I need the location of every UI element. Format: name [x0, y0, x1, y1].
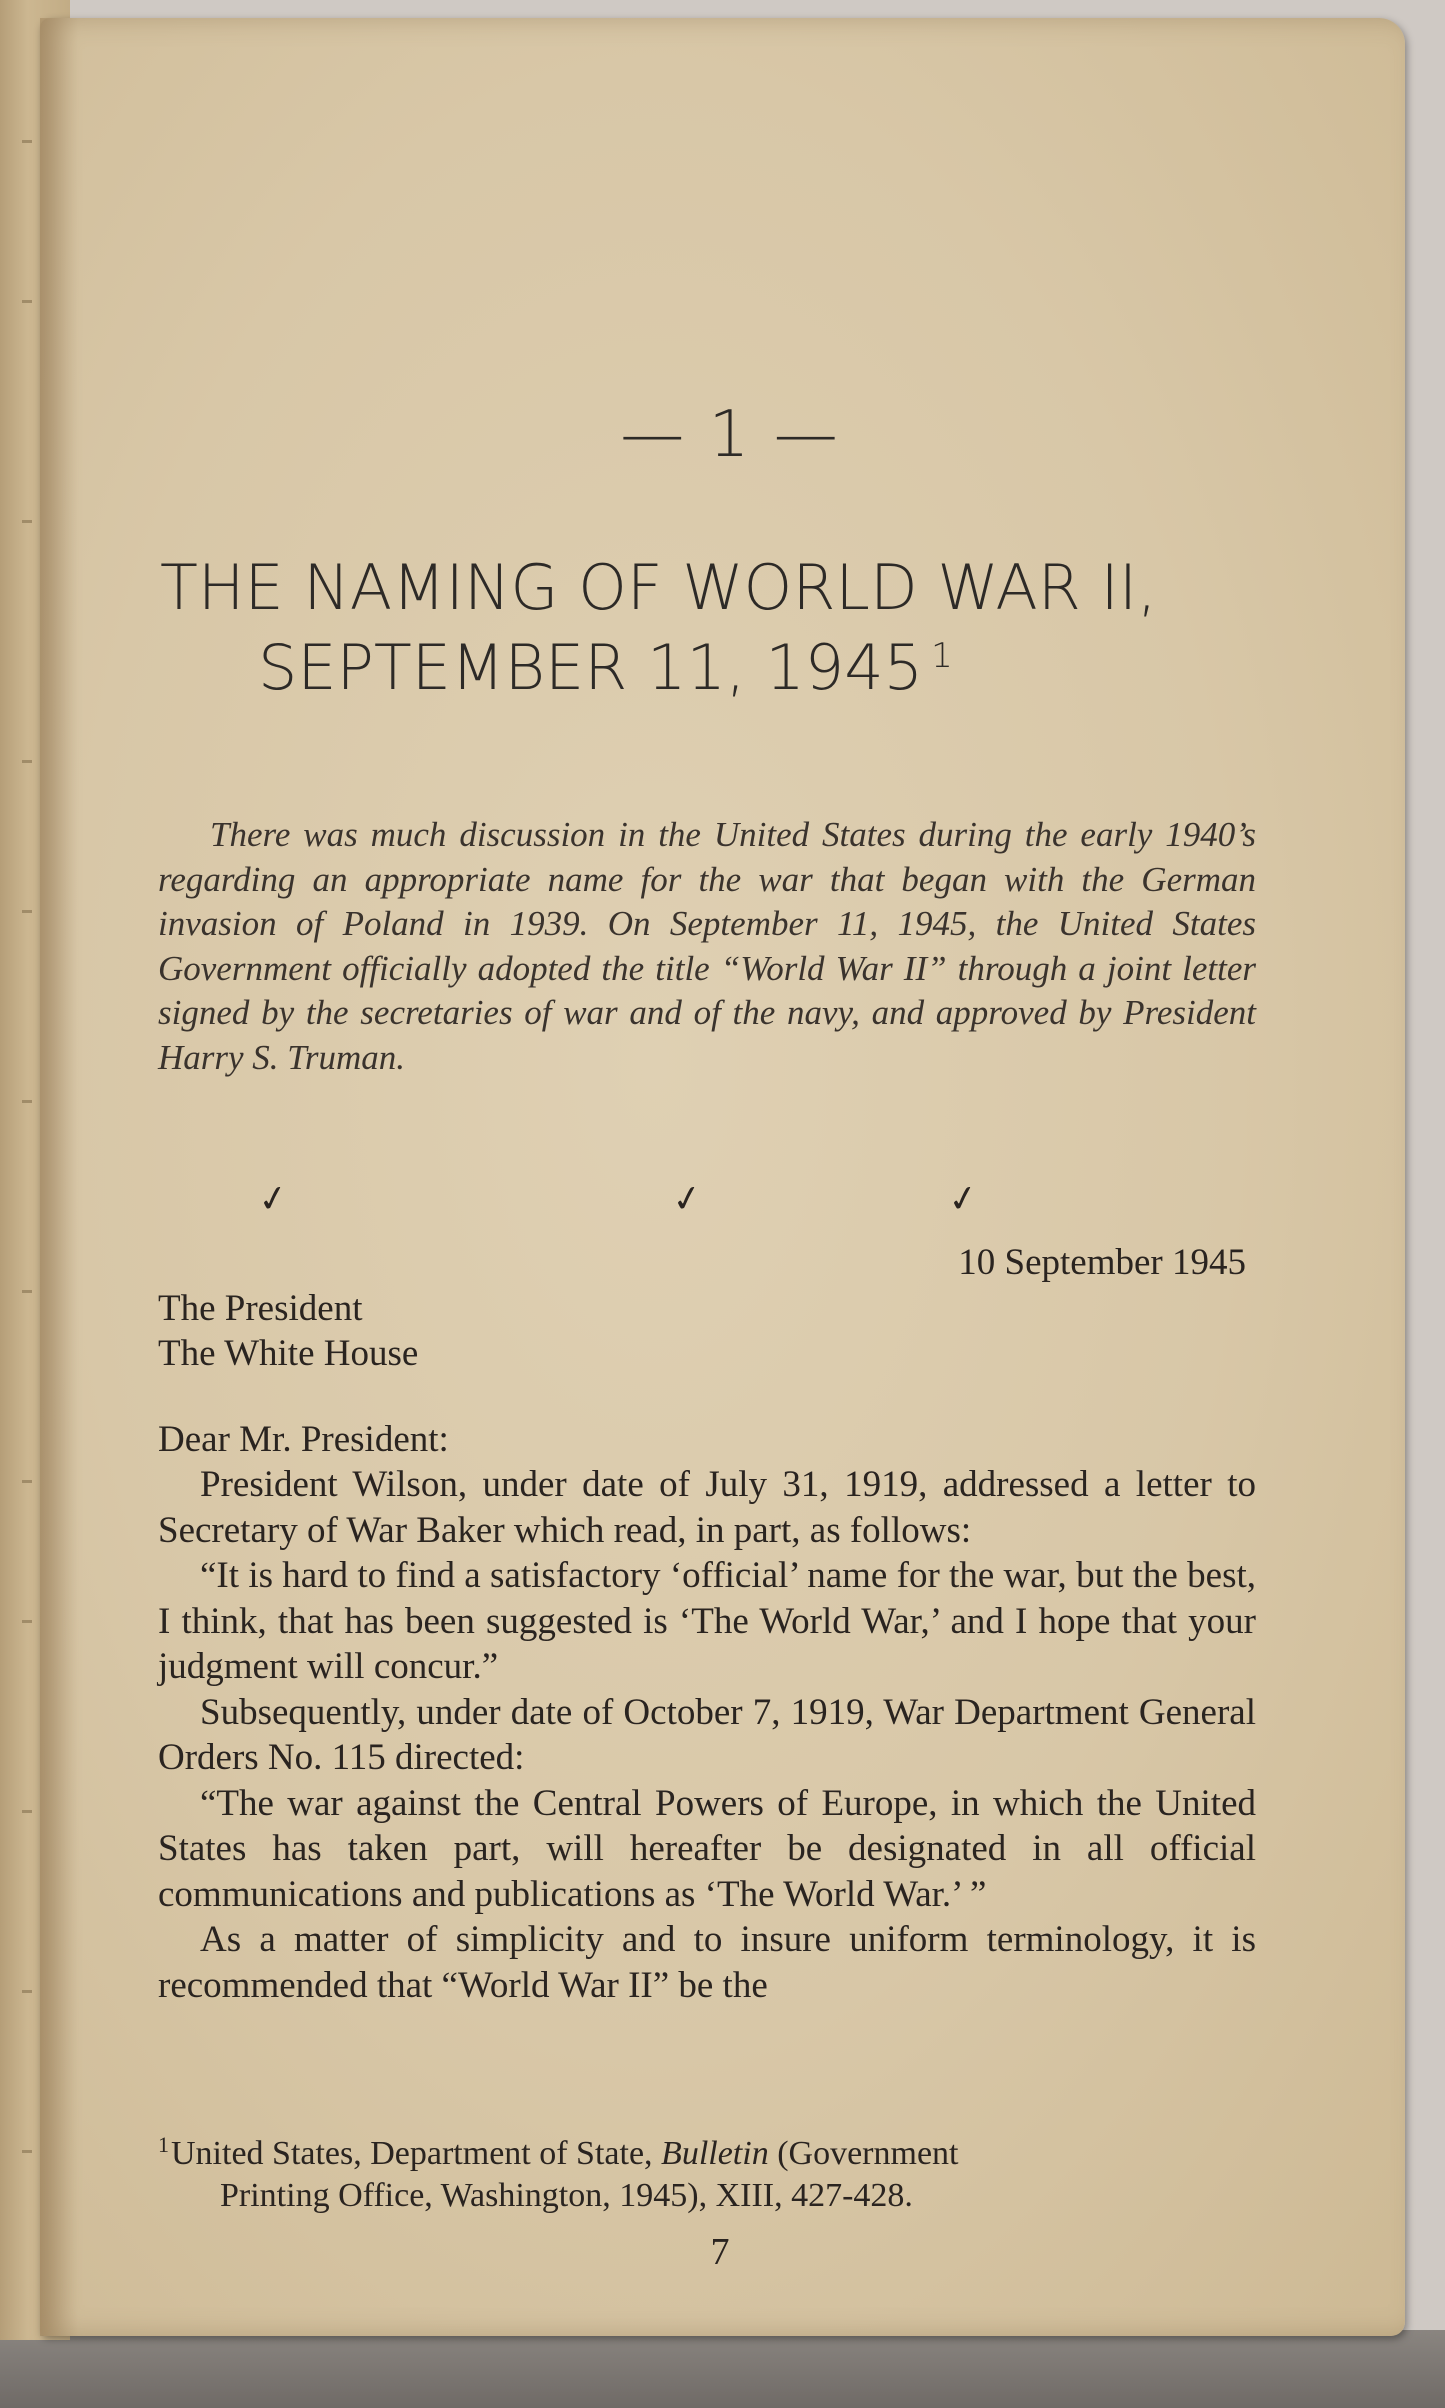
letter-paragraph: As a matter of simplicity and to insure uniform terminology, it is recommended that “World War II” be the: [158, 1919, 1256, 2006]
ornament-mark: ✓: [944, 1176, 982, 1222]
footnote-text: United States, Department of State,: [171, 2135, 662, 2172]
chapter-title-line1: THE NAMING OF WORLD WAR II,: [160, 551, 1157, 624]
binding-edge-mark: [22, 1620, 32, 1623]
footnote-line1: [158, 2133, 1256, 2175]
ornament-mark: ✓: [668, 1176, 706, 1222]
binding-edge-mark: [22, 1290, 32, 1293]
binding-edge-mark: [22, 300, 32, 303]
intro-paragraph: There was much discussion in the United States during the early 1940’s regarding an appropriate name for the war that began with the German invasion of Poland in 1939. On September 11, 1945, the United States Government officially adopted the title “World War II” through a joint letter signed by the secretaries of war and of the navy, and approved by President Harry S. Truman.: [158, 815, 1256, 1077]
ornament-mark: ✓: [254, 1176, 292, 1222]
recipient-line: The White House: [158, 1333, 419, 1374]
letter-paragraph: “It is hard to find a satisfactory ‘official’ name for the war, but the best, I think, that has been suggested is ‘The World War,’ and I hope that your judgment will concur.”: [158, 1555, 1256, 1687]
page-gutter-shadow: [40, 18, 78, 2336]
chapter-title-line2: [160, 628, 1157, 708]
footnote: [158, 2133, 1256, 2217]
salutation: Dear Mr. President:: [158, 1418, 449, 1460]
binding-edge-mark: [22, 520, 32, 523]
letter-paragraph: “The war against the Central Powers of Europe, in which the United States has taken part, will hereafter be designated in all official communications and publications as ‘The World War.’ ”: [158, 1782, 1256, 1915]
binding-edge-mark: [22, 1990, 32, 1993]
title-footnote-ref: 1: [931, 636, 953, 677]
binding-edge-mark: [22, 1100, 32, 1103]
binding-edge-mark: [22, 2150, 32, 2153]
chapter-title: [160, 548, 1157, 708]
letter-paragraph: Subsequently, under date of October 7, 1919, War Department General Orders No. 115 directed:: [158, 1691, 1256, 1778]
binding-edge-mark: [22, 760, 32, 763]
footnote-italic-title: Bulletin: [661, 2135, 769, 2172]
page-number: 7: [710, 2231, 730, 2273]
letter-date: 10 September 1945: [958, 1242, 1246, 1283]
book-page: [40, 18, 1405, 2336]
recipient-line: The President: [158, 1287, 363, 1329]
chapter-number: — 1 —: [620, 398, 840, 472]
chapter-title-line2-text: SEPTEMBER 11, 1945: [258, 631, 924, 704]
binding-edge-mark: [22, 1810, 32, 1813]
footnote-mark: 1: [158, 2131, 169, 2157]
footnote-text: (Government: [768, 2135, 959, 2172]
desk-surface: [0, 2330, 1445, 2408]
letter-paragraph: President Wilson, under date of July 31, 1919, addressed a letter to Secretary of War Baker which read, in part, as follows:: [158, 1464, 1256, 1551]
section-ornaments: [40, 1176, 1405, 1222]
binding-edge-mark: [22, 910, 32, 913]
binding-edge-mark: [22, 140, 32, 143]
letter-body: [158, 1240, 1256, 2008]
footnote-line2: Printing Office, Washington, 1945), XIII, 427-428.: [220, 2177, 913, 2214]
binding-edge-mark: [22, 1480, 32, 1483]
